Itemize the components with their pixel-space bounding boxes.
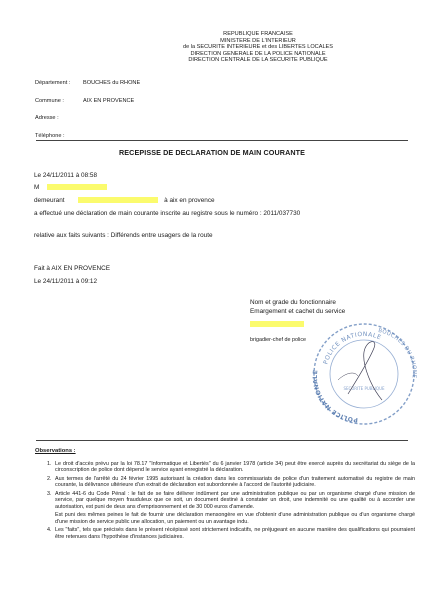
observation-item: 1. Le droit d'accès prévu par la loi 78.17 "Informatique et Libertés" du 6 janvier 1978 (article 34) peut être exercé auprès du secrétariat du siège de la circonscription de police dont dépend le service ayant enregistré la déclaration. [53,461,415,474]
registre-line: a effectué une déclaration de main courante inscrite au registre sous le numéro : 2011/037730 [34,210,301,217]
header-line-dcsp: DIRECTION CENTRALE DE LA SECURITE PUBLIQUE [188,57,328,64]
info-row-departement [35,80,140,98]
police-stamp-seal [308,318,420,430]
redacted-name [47,184,107,190]
declarant-prefix: M [34,184,40,191]
fait-a-line: Fait à AIX EN PROVENCE [34,265,111,272]
redacted-officer-name [250,321,304,327]
observations-list [35,461,415,541]
city-text: à aix en provence [164,197,215,204]
observation-item: 4. Les "faits", tels que précisés dans le présent récépissé sont strictement indicatifs, ne préjugeant en aucune manière des qualifications qui pourraient être retenues dans l'hypothèse d'instances judiciaires. [53,527,415,540]
address-line [34,197,215,206]
stamp-text-top: POLICE NATIONALE [322,330,383,366]
stamp-text-right: BOUCHES DU RHONE [377,328,417,379]
demeurant-label: demeurant [34,197,65,204]
officer-rank: brigadier-chef de police [250,337,307,343]
header-line-dgpn: DIRECTION GENERALE DE LA POLICE NATIONALE [190,50,326,57]
observations-section [35,448,415,542]
commune-label: Commune : [35,97,64,104]
separator-top [36,140,408,141]
header-line-republique: REPUBLIQUE FRANCAISE [223,31,293,37]
telephone-label: Téléphone : [35,132,65,139]
commune-value: AIX EN PROVENCE [83,97,135,104]
adresse-label: Adresse : [35,115,59,121]
info-row-adresse [35,115,140,133]
stamp-text-left: POLICE NATIONALE [311,369,359,424]
header-line-securite: de la SECURITE INTERIEURE et des LIBERTES LOCALES [182,44,334,51]
faits-line: relative aux faits suivants : Différends entre usagers de la route [34,232,213,239]
observations-title: Observations : [35,448,76,454]
observation-item-text: 3. Article 441-6 du Code Pénal : le fait de se faire délivrer indûment par une administration publique ou par un organisme chargé d'une mission de service, par quelque moyen frauduleux que ce soit, un document destiné à constater un droit, une indemnité ou une qualité ou à accorder une autorisation, est puni de deux ans d'emprisonnement et de 30 000 euros d'amende. [55,490,415,510]
observation-item: 2. Aux termes de l'arrêté du 24 février 1995 autorisant la création dans les commissariats de police d'un traitement automatisé du registre de main courante, la délivrance ultérieure d'un extrait de déclaration est subordonnée à l'accord de l'autorité judiciaire. [53,476,415,489]
departement-label: Département : [35,80,71,86]
header-line-ministere: MINISTERE DE L'INTERIEUR [220,37,296,44]
observation-item-extra: Est puni des mêmes peines le fait de fournir une déclaration mensongère en vue d'obtenir d'une administration publique ou d'un organisme chargé d'une mission de service public une allocation, un paiement ou un avantage indu. [55,512,415,525]
document-header [0,31,424,64]
signature-cachet-label: Emargement et cachet du service [250,308,346,315]
declarant-line [34,184,107,193]
signature-scribble-icon [348,342,382,400]
signature-grade-label: Nom et grade du fonctionnaire [250,299,336,306]
departement-value: BOUCHES du RHONE [83,80,141,86]
separator-bottom [36,440,408,441]
redacted-address [78,197,158,203]
observation-item [53,491,415,526]
document-title: RECEPISSE DE DECLARATION DE MAIN COURANTE [118,148,306,157]
fait-date-line: Le 24/11/2011 à 09:12 [34,278,98,285]
declaration-date: Le 24/11/2011 à 08:58 [34,172,98,179]
info-row-commune [35,98,140,116]
stamp-text-center: SECURITE PUBLIQUE [343,386,385,391]
signature-stroke-icon [338,373,358,380]
signature-name-line [250,321,304,330]
